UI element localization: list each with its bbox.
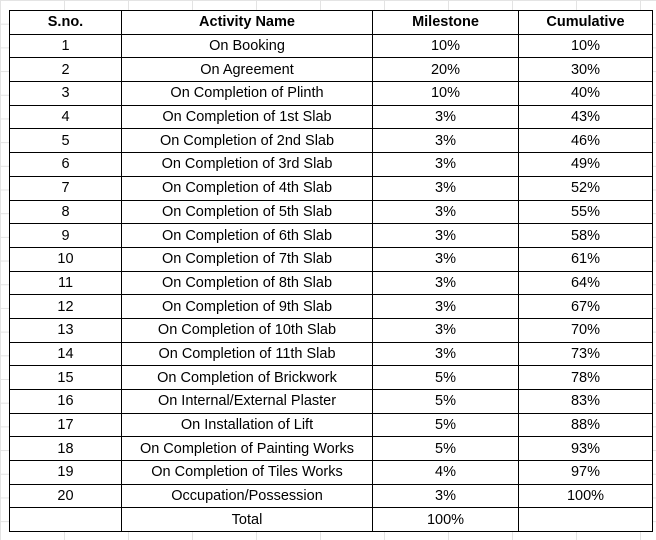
cumulative-cell: 58% [519,224,653,248]
milestone-cell: 3% [373,247,519,271]
sno-cell: 3 [10,82,122,106]
activity-name-cell: On Completion of Brickwork [122,366,373,390]
sno-cell: 16 [10,390,122,414]
payment-schedule-table [9,10,653,532]
cumulative-cell: 30% [519,58,653,82]
activity-name-cell: On Completion of 1st Slab [122,105,373,129]
activity-name-cell: On Completion of 3rd Slab [122,153,373,177]
milestone-cell: 3% [373,129,519,153]
sno-cell: 2 [10,58,122,82]
activity-name-cell: On Booking [122,34,373,58]
table-row [10,366,653,390]
activity-name-cell: On Completion of 2nd Slab [122,129,373,153]
cumulative-cell: 73% [519,342,653,366]
cumulative-cell: 100% [519,484,653,508]
milestone-cell: 3% [373,271,519,295]
sno-cell: 9 [10,224,122,248]
activity-name-cell: On Completion of 8th Slab [122,271,373,295]
total-milestone-cell: 100% [373,508,519,532]
sno-cell: 12 [10,295,122,319]
activity-name-cell: On Completion of 9th Slab [122,295,373,319]
cumulative-cell: 93% [519,437,653,461]
milestone-cell: 20% [373,58,519,82]
sno-cell: 4 [10,105,122,129]
table-row [10,58,653,82]
header-milestone: Milestone [373,11,519,35]
milestone-cell: 3% [373,105,519,129]
total-sno-cell [10,508,122,532]
total-row [10,508,653,532]
milestone-cell: 10% [373,34,519,58]
milestone-cell: 3% [373,176,519,200]
milestone-cell: 3% [373,318,519,342]
activity-name-cell: On Completion of Tiles Works [122,461,373,485]
milestone-cell: 3% [373,484,519,508]
cumulative-cell: 78% [519,366,653,390]
header-activity-name: Activity Name [122,11,373,35]
table-row [10,34,653,58]
activity-name-cell: On Completion of Painting Works [122,437,373,461]
sno-cell: 5 [10,129,122,153]
table-row [10,484,653,508]
milestone-cell: 5% [373,413,519,437]
activity-name-cell: On Completion of 7th Slab [122,247,373,271]
activity-name-cell: On Completion of 6th Slab [122,224,373,248]
header-cumulative: Cumulative [519,11,653,35]
sno-cell: 6 [10,153,122,177]
table-row [10,105,653,129]
cumulative-cell: 55% [519,200,653,224]
milestone-cell: 5% [373,390,519,414]
table-row [10,153,653,177]
cumulative-cell: 83% [519,390,653,414]
sno-cell: 14 [10,342,122,366]
milestone-cell: 10% [373,82,519,106]
activity-name-cell: Occupation/Possession [122,484,373,508]
table-row [10,224,653,248]
sno-cell: 10 [10,247,122,271]
activity-name-cell: On Installation of Lift [122,413,373,437]
sno-cell: 8 [10,200,122,224]
header-sno: S.no. [10,11,122,35]
table-row [10,437,653,461]
sno-cell: 11 [10,271,122,295]
activity-name-cell: On Completion of Plinth [122,82,373,106]
sno-cell: 17 [10,413,122,437]
table-row [10,318,653,342]
activity-name-cell: On Completion of 10th Slab [122,318,373,342]
table-row [10,342,653,366]
cumulative-cell: 88% [519,413,653,437]
cumulative-cell: 46% [519,129,653,153]
table-row [10,82,653,106]
activity-name-cell: On Completion of 5th Slab [122,200,373,224]
activity-name-cell: On Internal/External Plaster [122,390,373,414]
cumulative-cell: 97% [519,461,653,485]
cumulative-cell: 70% [519,318,653,342]
milestone-cell: 5% [373,366,519,390]
table-row [10,413,653,437]
header-row [10,11,653,35]
cumulative-cell: 49% [519,153,653,177]
cumulative-cell: 43% [519,105,653,129]
cumulative-cell: 10% [519,34,653,58]
table-row [10,295,653,319]
sno-cell: 15 [10,366,122,390]
total-cumulative-cell [519,508,653,532]
table-row [10,247,653,271]
milestone-cell: 3% [373,200,519,224]
total-label-cell: Total [122,508,373,532]
milestone-cell: 3% [373,342,519,366]
cumulative-cell: 61% [519,247,653,271]
milestone-cell: 3% [373,295,519,319]
sno-cell: 20 [10,484,122,508]
sno-cell: 18 [10,437,122,461]
table-row [10,200,653,224]
milestone-cell: 3% [373,224,519,248]
cumulative-cell: 67% [519,295,653,319]
cumulative-cell: 64% [519,271,653,295]
sno-cell: 19 [10,461,122,485]
milestone-cell: 5% [373,437,519,461]
table-row [10,390,653,414]
milestone-cell: 4% [373,461,519,485]
milestone-cell: 3% [373,153,519,177]
table-row [10,129,653,153]
activity-name-cell: On Completion of 4th Slab [122,176,373,200]
table-body [10,34,653,508]
cumulative-cell: 52% [519,176,653,200]
table-row [10,271,653,295]
table-row [10,461,653,485]
sno-cell: 7 [10,176,122,200]
sno-cell: 1 [10,34,122,58]
cumulative-cell: 40% [519,82,653,106]
activity-name-cell: On Agreement [122,58,373,82]
sno-cell: 13 [10,318,122,342]
table-row [10,176,653,200]
activity-name-cell: On Completion of 11th Slab [122,342,373,366]
